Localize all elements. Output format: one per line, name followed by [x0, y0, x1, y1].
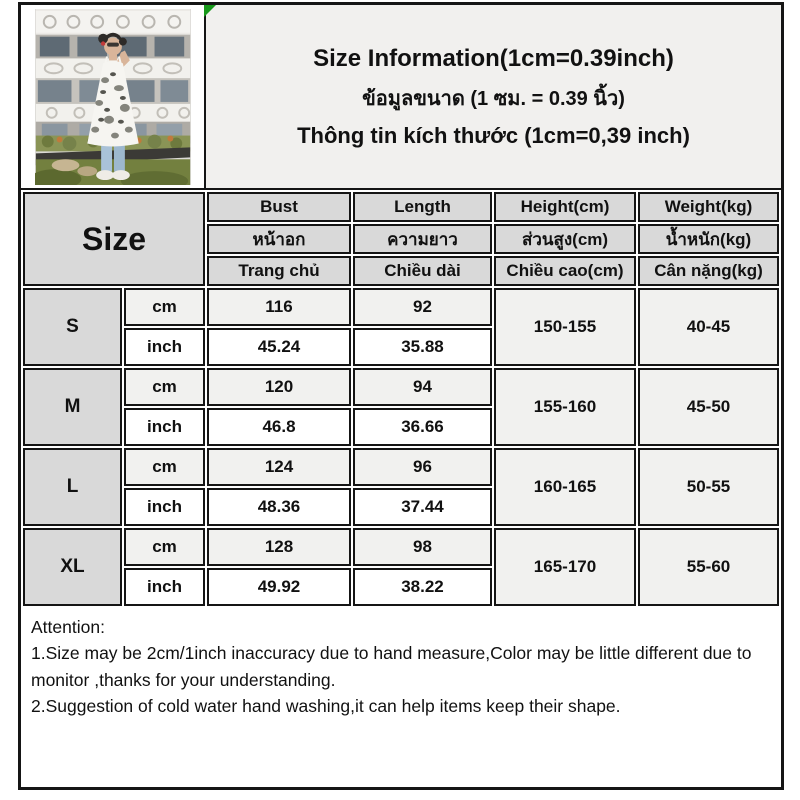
attention-note-1: 1.Size may be 2cm/1inch inaccuracy due to hand measure,Color may be little different due to monitor ,thanks for your understanding.	[31, 643, 752, 690]
col-header-weight-vi: Cân nặng(kg)	[638, 256, 779, 286]
model-photo-illustration	[35, 9, 191, 185]
xl-height-range: 165-170	[494, 528, 636, 606]
size-table	[21, 190, 781, 608]
l-bust-cm: 124	[207, 448, 351, 486]
xl-length-inch: 38.22	[353, 568, 492, 606]
col-header-length-vi: Chiều dài	[353, 256, 492, 286]
col-header-height-th: ส่วนสูง(cm)	[494, 224, 636, 254]
m-bust-cm: 120	[207, 368, 351, 406]
unit-inch-label: inch	[124, 488, 205, 526]
s-length-cm: 92	[353, 288, 492, 326]
s-length-inch: 35.88	[353, 328, 492, 366]
unit-cm-label: cm	[124, 288, 205, 326]
unit-cm-label: cm	[124, 528, 205, 566]
title-vietnamese: Thông tin kích thước (1cm=0,39 inch)	[297, 122, 690, 148]
col-header-weight-en: Weight(kg)	[638, 192, 779, 222]
attention-notes	[21, 608, 781, 787]
size-corner-header: Size	[23, 192, 205, 286]
col-header-weight-th: น้ำหนัก(kg)	[638, 224, 779, 254]
l-weight-range: 50-55	[638, 448, 779, 526]
col-header-length-en: Length	[353, 192, 492, 222]
green-corner-marker-icon	[204, 5, 216, 17]
l-length-cm: 96	[353, 448, 492, 486]
s-bust-inch: 45.24	[207, 328, 351, 366]
xl-bust-inch: 49.92	[207, 568, 351, 606]
product-photo-cell	[21, 5, 206, 188]
col-header-bust-th: หน้าอก	[207, 224, 351, 254]
unit-inch-label: inch	[124, 408, 205, 446]
s-bust-cm: 116	[207, 288, 351, 326]
xl-length-cm: 98	[353, 528, 492, 566]
s-weight-range: 40-45	[638, 288, 779, 366]
m-weight-range: 45-50	[638, 368, 779, 446]
size-row-m-label: M	[23, 368, 122, 446]
size-row-s-label: S	[23, 288, 122, 366]
size-info-title-block	[206, 5, 781, 188]
s-height-range: 150-155	[494, 288, 636, 366]
title-thai: ข้อมูลขนาด (1 ซม. = 0.39 นิ้ว)	[362, 87, 625, 110]
col-header-length-th: ความยาว	[353, 224, 492, 254]
m-bust-inch: 46.8	[207, 408, 351, 446]
model-photo	[35, 9, 191, 185]
size-chart-sheet	[18, 2, 784, 790]
xl-bust-cm: 128	[207, 528, 351, 566]
unit-cm-label: cm	[124, 368, 205, 406]
col-header-height-en: Height(cm)	[494, 192, 636, 222]
col-header-bust-vi: Trang chủ	[207, 256, 351, 286]
m-length-cm: 94	[353, 368, 492, 406]
header-row	[21, 5, 781, 190]
l-bust-inch: 48.36	[207, 488, 351, 526]
l-height-range: 160-165	[494, 448, 636, 526]
col-header-bust-en: Bust	[207, 192, 351, 222]
m-length-inch: 36.66	[353, 408, 492, 446]
unit-inch-label: inch	[124, 328, 205, 366]
col-header-height-vi: Chiều cao(cm)	[494, 256, 636, 286]
attention-heading: Attention:	[31, 617, 105, 637]
m-height-range: 155-160	[494, 368, 636, 446]
size-row-l-label: L	[23, 448, 122, 526]
xl-weight-range: 55-60	[638, 528, 779, 606]
l-length-inch: 37.44	[353, 488, 492, 526]
size-row-xl-label: XL	[23, 528, 122, 606]
attention-note-2: 2.Suggestion of cold water hand washing,it can help items keep their shape.	[31, 695, 621, 716]
unit-inch-label: inch	[124, 568, 205, 606]
title-english: Size Information(1cm=0.39inch)	[313, 44, 674, 72]
unit-cm-label: cm	[124, 448, 205, 486]
